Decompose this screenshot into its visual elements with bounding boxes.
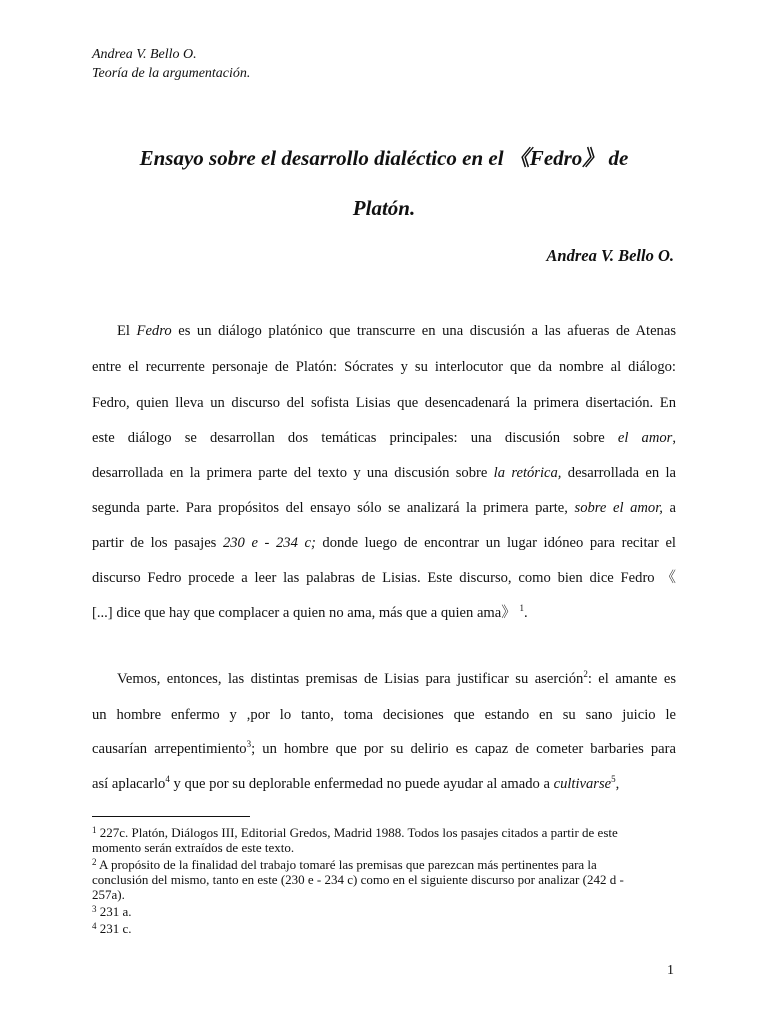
text-line bbox=[92, 428, 676, 448]
italic-span: el amor bbox=[617, 430, 673, 446]
footnote-2 bbox=[92, 855, 676, 902]
text-span: , bbox=[615, 776, 620, 792]
footnote-4 bbox=[92, 919, 676, 936]
text-line bbox=[92, 739, 676, 759]
footnote-number: 3 bbox=[92, 904, 97, 914]
footnote-line: 257a). bbox=[92, 887, 125, 902]
footnote-ref: 4 bbox=[165, 774, 170, 784]
text-span: causarían arrepentimiento bbox=[92, 741, 247, 757]
footnote-ref: 2 bbox=[583, 669, 588, 679]
text-line bbox=[92, 669, 676, 689]
text-span: a bbox=[662, 500, 676, 516]
text-line bbox=[92, 463, 676, 483]
text-span: este diálogo se desarrollan dos temáticas principales: una discusión sobre bbox=[92, 430, 618, 446]
text-line bbox=[92, 321, 676, 341]
text-line bbox=[92, 603, 676, 623]
text-span: donde luego de encontrar un lugar idóneo para recitar el bbox=[315, 535, 676, 551]
footnote-1 bbox=[92, 823, 676, 855]
text-span: , bbox=[672, 430, 676, 446]
italic-span: la retórica, bbox=[493, 465, 562, 481]
footnote-separator bbox=[92, 816, 250, 817]
footnote-number: 1 bbox=[92, 825, 97, 835]
text-line bbox=[92, 498, 676, 518]
text-line bbox=[92, 533, 676, 553]
footnote-line bbox=[92, 823, 676, 840]
footnote-line bbox=[92, 855, 676, 872]
footnote-text: 231 a. bbox=[96, 904, 132, 919]
text-span: Vemos, entonces, las distintas premisas de Lisias para justificar su aserción bbox=[117, 671, 584, 687]
text-line: un hombre enfermo y ,por lo tanto, toma decisiones que estando en su sano juicio le bbox=[92, 707, 676, 723]
italic-span: sobre el amor, bbox=[574, 500, 663, 516]
footnote-line: momento serán extraídos de este texto. bbox=[92, 840, 295, 855]
footnote-line: conclusión del mismo, tanto en este (230 e - 234 c) como en el siguiente discurso por analizar (242 d - bbox=[92, 872, 624, 887]
footnote-text: 227c. Platón, Diálogos III, Editorial Gredos, Madrid 1988. Todos los pasajes citados a partir de este bbox=[96, 825, 618, 840]
byline: Andrea V. Bello O. bbox=[546, 246, 674, 265]
text-span: . bbox=[524, 605, 528, 621]
footnote-ref: 1 bbox=[519, 603, 525, 613]
footnote-text: 231 c. bbox=[96, 921, 132, 936]
text-span: y que por su deplorable enfermedad no puede ayudar al amado a bbox=[169, 776, 554, 792]
text-span: El bbox=[117, 323, 137, 339]
footnote-text: A propósito de la finalidad del trabajo tomaré las premisas que parezcan más pertinentes para la bbox=[96, 857, 597, 872]
text-span: ; un hombre que por su delirio es capaz de cometer barbaries para bbox=[251, 741, 676, 757]
essay-title-line-1: Ensayo sobre el desarrollo dialéctico en el 《Fedro》 de bbox=[139, 146, 629, 170]
italic-span: cultivarse bbox=[553, 776, 612, 792]
italic-span: 230 e - 234 c; bbox=[222, 535, 316, 551]
text-span: desarrollada en la primera parte del texto y una discusión sobre bbox=[92, 465, 494, 481]
text-span: partir de los pasajes bbox=[92, 535, 223, 551]
essay-title-line-2: Platón. bbox=[352, 196, 416, 220]
footnote-ref: 3 bbox=[246, 739, 252, 749]
text-span: desarrollada en la bbox=[561, 465, 677, 481]
footnote-ref: 5 bbox=[611, 774, 616, 784]
text-line: entre el recurrente personaje de Platón: Sócrates y su interlocutor que da nombre al diálogo: bbox=[92, 359, 676, 375]
footnote-3 bbox=[92, 902, 676, 919]
document-header bbox=[92, 45, 250, 83]
footnote-number: 2 bbox=[92, 857, 97, 867]
text-span: segunda parte. Para propósitos del ensayo sólo se analizará la primera parte, bbox=[92, 500, 575, 516]
italic-span: Fedro bbox=[136, 323, 172, 339]
text-span: : el amante es bbox=[587, 671, 676, 687]
page-number: 1 bbox=[667, 963, 674, 978]
header-course: Teoría de la argumentación. bbox=[92, 66, 251, 81]
header-author: Andrea V. Bello O. bbox=[92, 47, 197, 62]
text-line bbox=[92, 774, 676, 794]
text-span: es un diálogo platónico que transcurre en una discusión a las afueras de Atenas bbox=[171, 323, 676, 339]
text-line: discurso Fedro procede a leer las palabras de Lisias. Este discurso, como bien dice Fedro 《 bbox=[92, 570, 676, 586]
footnote-number: 4 bbox=[92, 921, 97, 931]
footnotes bbox=[92, 823, 676, 936]
text-line: Fedro, quien lleva un discurso del sofista Lisias que desencadenará la primera disertación. En bbox=[92, 395, 676, 411]
text-span: así aplacarlo bbox=[92, 776, 166, 792]
text-span: [...] dice que hay que complacer a quien no ama, más que a quien ama》 bbox=[92, 605, 520, 621]
